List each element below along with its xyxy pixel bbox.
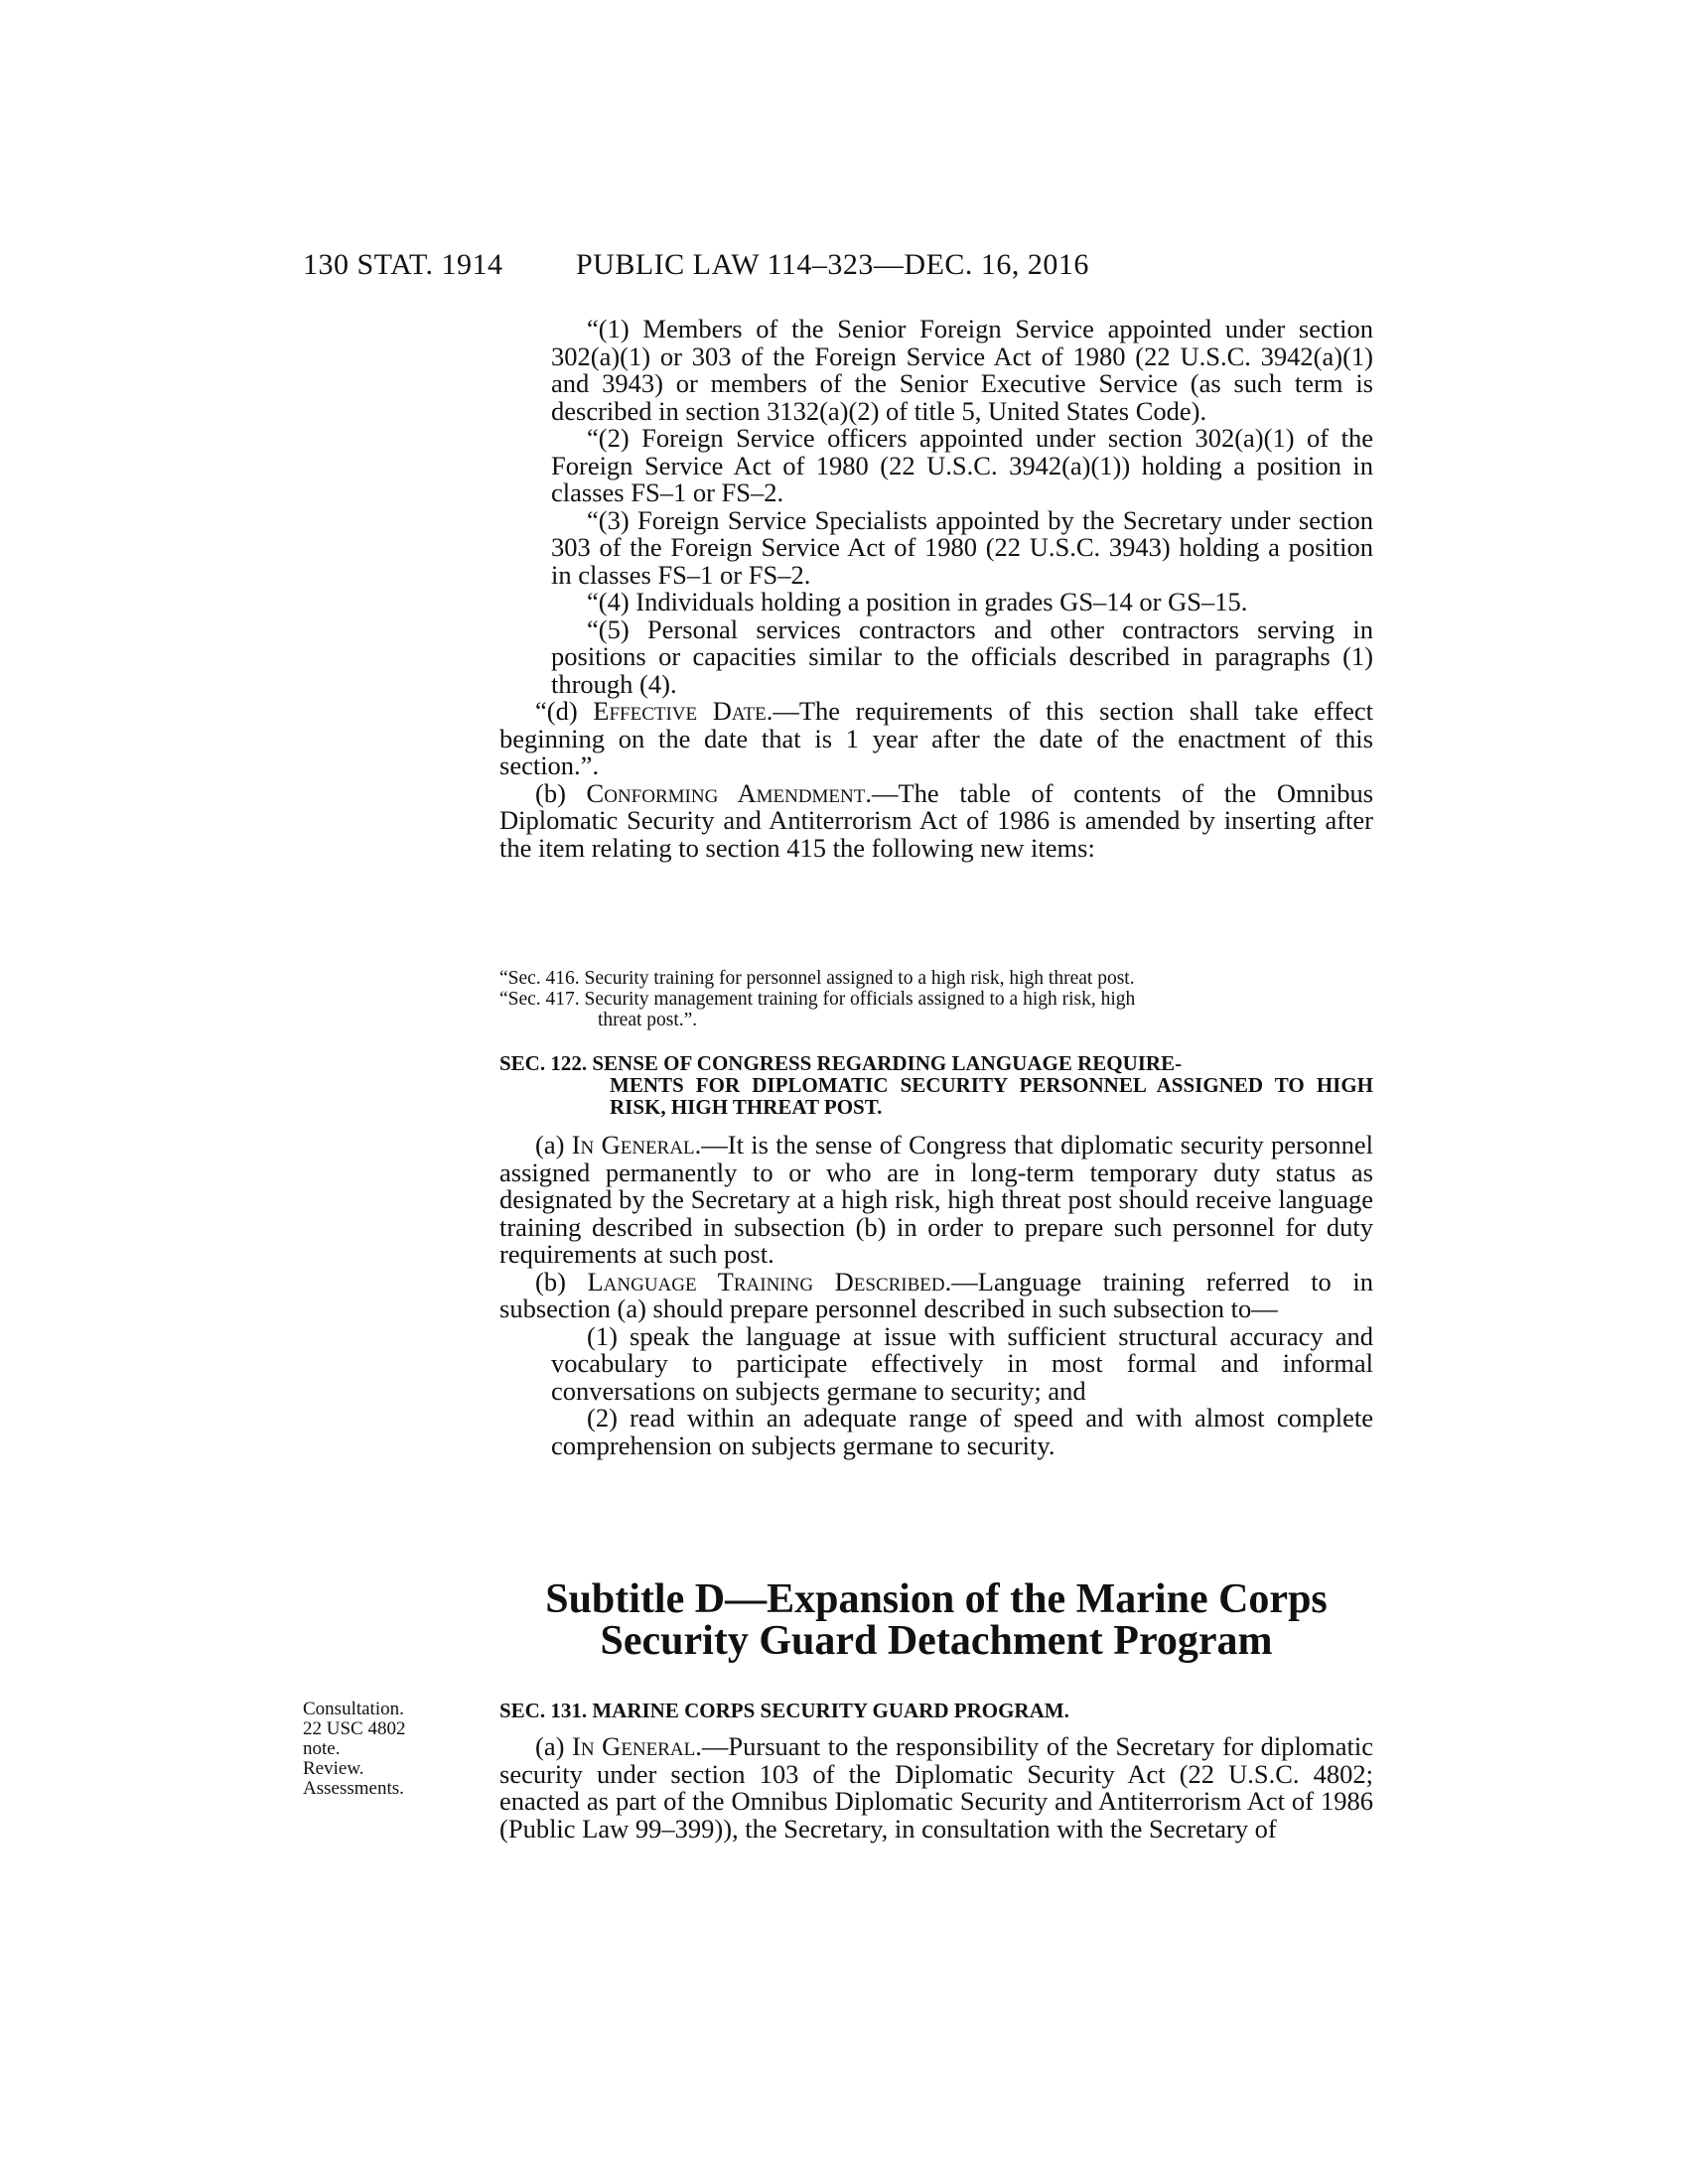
paragraph-3: “(3) Foreign Service Specialists appointed by the Secretary under section 303 of the Foreign Service Act of 1980 (22 U.S.C. 3943) holding a position in classes FS–1 or FS–2. xyxy=(551,504,1373,590)
sec-131-a xyxy=(499,1733,1373,1843)
subtitle-line-2: Security Guard Detachment Program xyxy=(600,1618,1273,1664)
page-reference: 130 STAT. 1914 xyxy=(303,248,503,281)
margin-note-usc: 22 USC 4802 xyxy=(303,1718,406,1739)
running-header: PUBLIC LAW 114–323—DEC. 16, 2016 xyxy=(576,248,1089,281)
paragraph-4: “(4) Individuals holding a position in grades GS–14 or GS–15. xyxy=(587,587,1248,616)
section-122 xyxy=(499,1052,1373,1459)
sec-122-a-text: .—It is the sense of Congress that diplomatic security personnel assigned permanently to or who are in long-term temporary duty status as designated by the Secretary at a high risk, high threat post should receive language training described in subsection (b) in order to prepare such personnel for duty requirements at such post. xyxy=(499,1130,1373,1269)
sec-122-b-text: .—Language training referred to in subsection (a) should prepare personnel described in such subsection to— xyxy=(499,1266,1373,1323)
margin-note-review: Review. xyxy=(303,1758,364,1779)
sec-131-a-text: .—Pursuant to the responsibility of the Secretary for diplomatic security under section 103 of the Diplomatic Security Act (22 U.S.C. 4802; enacted as part of the Omnibus Diplomatic Security and Antiterrorism Act of 1986 (Public Law 99–399)), the Secretary, in consultation with the Secretary of xyxy=(499,1731,1373,1843)
sec-122-item-2: (2) read within an adequate range of speed and with almost complete comprehension on subjects germane to security. xyxy=(551,1403,1373,1460)
section-131 xyxy=(499,1700,1373,1843)
margin-notes xyxy=(303,1700,405,1799)
margin-note-note: note. xyxy=(303,1738,341,1759)
toc-item-417-cont: threat post.”. xyxy=(598,1010,698,1030)
sec-122-heading-cont: MENTS FOR DIPLOMATIC SECURITY PERSONNEL ASSIGNED TO HIGH RISK, HIGH THREAT POST. xyxy=(610,1073,1373,1119)
paragraph-5: “(5) Personal services contractors and other contractors serving in positions or capacities similar to the officials described in paragraphs (1) through (4). xyxy=(551,614,1373,699)
sec-122-a-heading: In General xyxy=(571,1130,695,1160)
sec-122-b-heading: Language Training Described xyxy=(587,1266,945,1297)
margin-note-consultation: Consultation. xyxy=(303,1699,404,1719)
sec-131-a-prefix: (a) xyxy=(535,1731,573,1761)
subsection-b-heading: Conforming Amendment xyxy=(586,777,866,808)
subsection-b-conforming xyxy=(499,777,1374,863)
sec-122-a xyxy=(499,1132,1373,1269)
toc-item-416: “Sec. 416. Security training for personnel assigned to a high risk, high threat post. xyxy=(499,968,1135,989)
sec-122-b-prefix: (b) xyxy=(535,1266,588,1297)
upper-text-block xyxy=(499,316,1373,862)
subtitle-d xyxy=(499,1578,1373,1662)
subtitle-line-1: Subtitle D—Expansion of the Marine Corps xyxy=(545,1576,1328,1622)
toc-block xyxy=(499,968,1373,1030)
paragraph-2: “(2) Foreign Service officers appointed under section 302(a)(1) of the Foreign Service Act of 1980 (22 U.S.C. 3942(a)(1)) holding a position in classes FS–1 or FS–2. xyxy=(551,423,1373,507)
subsection-d xyxy=(499,698,1373,780)
sec-122-b xyxy=(499,1266,1373,1323)
subsection-b-text: .—The table of contents of the Omnibus Diplomatic Security and Antiterrorism Act of 1986 is amended by inserting after the item relating to section 415 the following new items: xyxy=(499,777,1374,863)
subsection-d-prefix: “(d) xyxy=(535,696,594,726)
subsection-d-text: .—The requirements of this section shall take effect beginning on the date that is 1 year after the date of the enactment of this section.”. xyxy=(499,696,1373,780)
subsection-b-prefix: (b) xyxy=(535,777,587,808)
paragraph-1: “(1) Members of the Senior Foreign Service appointed under section 302(a)(1) or 303 of the Foreign Service Act of 1980 (22 U.S.C. 3942(a)(1) and 3943) or members of the Senior Executive Service (as such term is described in section 3132(a)(2) of title 5, United States Code). xyxy=(551,314,1373,426)
sec-122-heading: SEC. 122. SENSE OF CONGRESS REGARDING LANGUAGE REQUIRE- xyxy=(499,1051,1183,1075)
subsection-d-heading: Effective Date xyxy=(593,696,767,726)
margin-note-assessments: Assessments. xyxy=(303,1778,404,1799)
sec-131-a-heading: In General xyxy=(572,1731,696,1761)
sec-122-a-prefix: (a) xyxy=(535,1130,572,1160)
toc-item-417: “Sec. 417. Security management training for officials assigned to a high risk, high xyxy=(499,989,1136,1010)
sec-131-heading: SEC. 131. MARINE CORPS SECURITY GUARD PROGRAM. xyxy=(499,1699,1069,1722)
sec-122-item-1: (1) speak the language at issue with sufficient structural accuracy and vocabulary to participate effectively in most formal and informal conversations on subjects germane to security; and xyxy=(551,1320,1373,1406)
